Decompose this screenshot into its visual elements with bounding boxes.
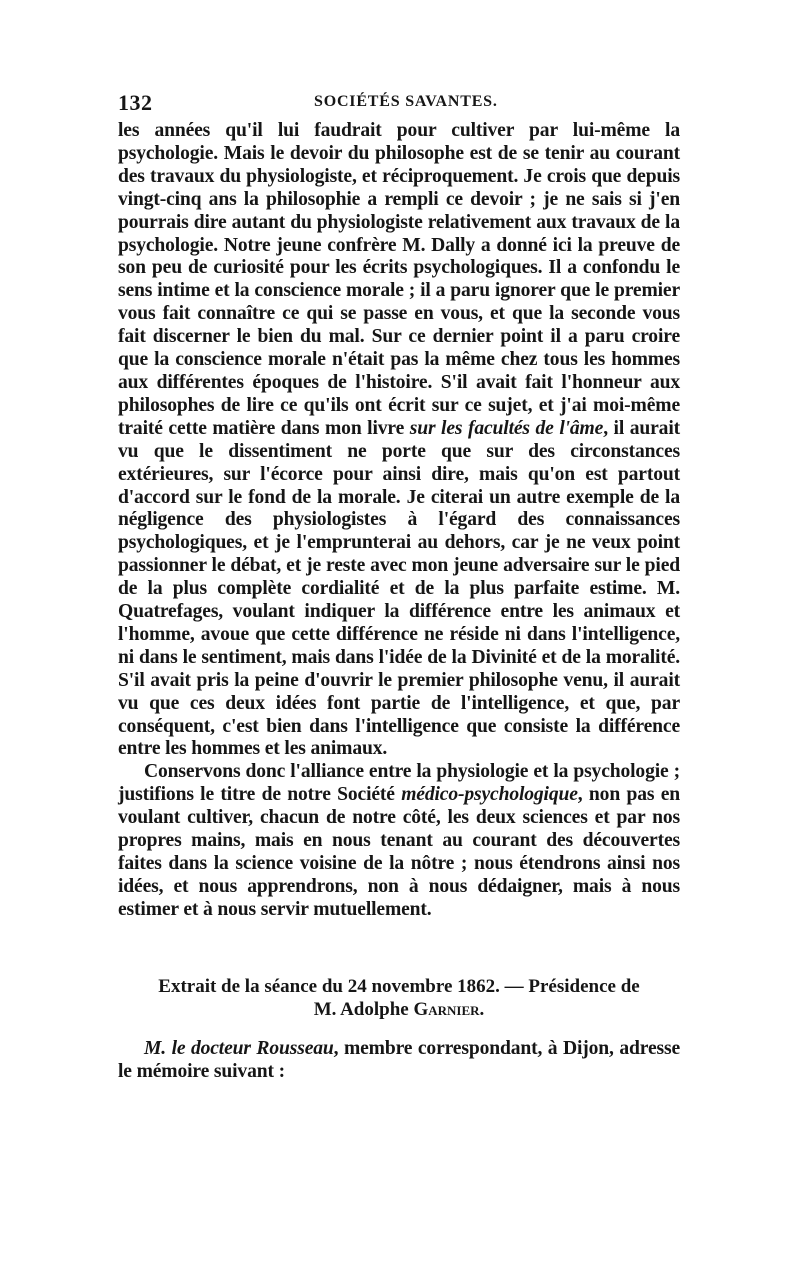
paragraph-text: , il aurait vu que le dissentiment ne porte que sur des circonstances extérieures, sur l'écorce pour ainsi dire, mais qu'on est partout d'accord sur le fond de la morale. Je citerai un autre exemple de la négligence des physiologistes à l'égard des connaissances psychologiques, et je l'emprunterai au dehors, car je ne veux point passionner le débat, et je reste avec mon jeune adversaire sur le pied de la plus complète cordialité et de la plus parfaite estime. M. Quatrefages, voulant indiquer la différence entre les animaux et l'homme, avoue que cette différence ne réside ni dans l'intelligence, ni dans le sentiment, mais dans l'idée de la Divinité et de la moralité. S'il avait pris la peine d'ouvrir le premier philosophe venu, il aurait vu que ces deux idées font partie de l'intelligence, et que, par conséquent, c'est bien dans l'intelligence que consiste la différence entre les hommes et les animaux. <box>118 417 680 760</box>
extract-line-2 <box>118 998 680 1021</box>
paragraph-text: Conservons donc l'alliance entre la physiologie et la psychologie ; justifions le titre de notre Société <box>118 761 680 806</box>
letter-text: , membre correspondant, à Dijon, adresse le mémoire suivant : <box>118 1037 680 1082</box>
paragraph-text: , non pas en voulant cultiver, chacun de notre côté, les deux sciences et par nos propres mains, mais en nous tenant au courant des découvertes faites dans la science voisine de la nôtre ; nous étendrons ainsi nos idées, et nous apprendrons, non à nous dédaigner, mais à nous estimer et à nous servir mutuellement. <box>118 784 680 920</box>
body-paragraph-2 <box>118 761 680 921</box>
body-paragraph-1 <box>118 120 680 761</box>
extract-president-prefix: M. Adolphe <box>313 998 414 1020</box>
paragraph-text: les années qu'il lui faudrait pour cultiver par lui-même la psychologie. Mais le devoir du philosophe est de se tenir au courant des travaux du physiologiste, et réciproquement. Je crois que depuis vingt-cinq ans la philosophie a rempli ce devoir ; je ne sais si j'en pourrais dire autant du physiologiste relativement aux travaux de la psychologie. Notre jeune confrère M. Dally a donné ici la preuve de son peu de curiosité pour les écrits psychologiques. Il a confondu le sens intime et la conscience morale ; il a paru ignorer que le premier vous fait connaître ce qui se passe en vous, et que la seconde vous fait discerner le bien du mal. Sur ce dernier point il a paru croire que la conscience morale n'était pas la même chez tous les hommes aux différentes époques de l'histoire. S'il avait fait l'honneur aux philosophes de lire ce qu'ils ont écrit sur ce sujet, et j'ai moi-même traité cette matière dans mon livre <box>118 120 680 439</box>
session-extract <box>118 975 680 1021</box>
letter-introduction <box>118 1038 680 1084</box>
society-name: médico-psychologique <box>401 784 578 806</box>
speaker-name: M. le docteur Rousseau <box>144 1037 334 1059</box>
book-page <box>118 86 680 1084</box>
extract-president-suffix: . <box>479 998 485 1020</box>
page-number: 132 <box>118 90 153 115</box>
running-title: SOCIÉTÉS SAVANTES. <box>314 93 498 110</box>
running-head <box>118 86 680 120</box>
book-title: sur les facultés de l'âme <box>409 417 604 439</box>
extract-line-1: Extrait de la séance du 24 novembre 1862. — Présidence de <box>158 975 640 997</box>
president-name: Garnier <box>413 998 480 1020</box>
